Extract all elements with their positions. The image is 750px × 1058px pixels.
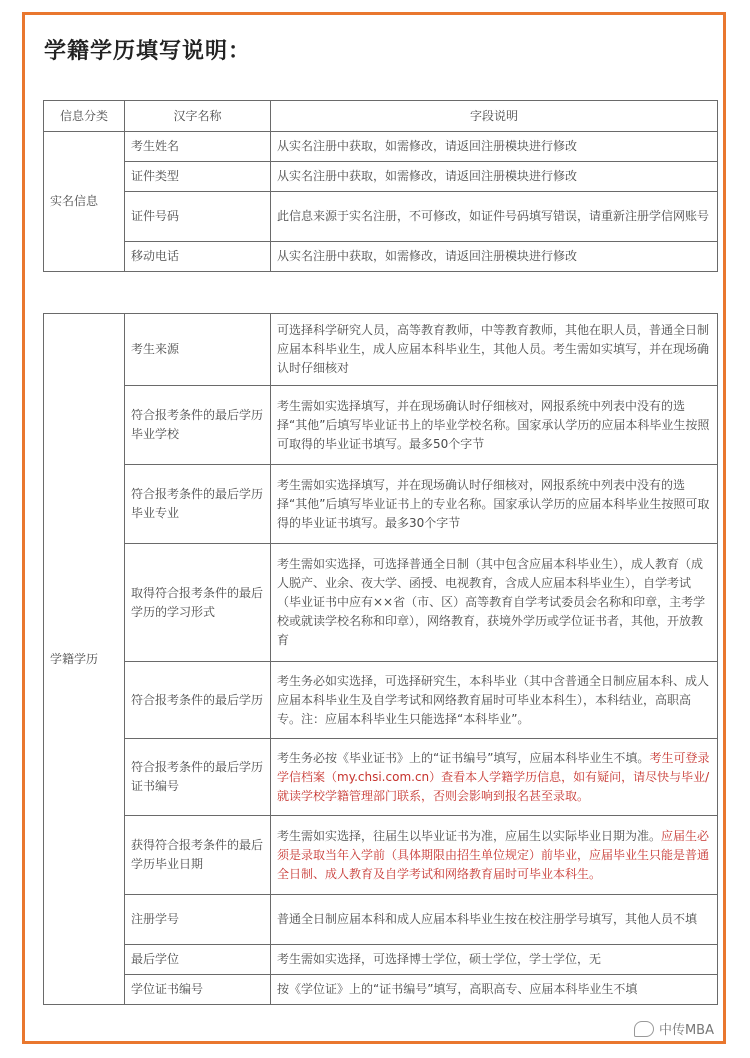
field-desc [271,816,718,895]
field-name: 证件类型 [125,162,271,192]
table-row [44,544,718,662]
table-row [44,242,718,272]
field-desc: 可选择科学研究人员，高等教育教师，中等教育教师，其他在职人员，普通全日制应届本科毕业生，成人应届本科毕业生，其他人员。考生需如实填写，并在现场确认时仔细核对 [271,314,718,386]
desc-warning: 考生可登录学信档案（my.chsi.com.cn）查看本人学籍学历信息，如有疑问，请尽快与毕业/就读学校学籍管理部门联系，否则会影响到报名甚至录取。 [277,750,710,803]
table-row [44,816,718,895]
table-row [44,895,718,945]
desc-normal: 考生需如实选择，往届生以毕业证书为准，应届生以实际毕业日期为准。 [277,828,662,843]
page-title: 学籍学历填写说明： [44,39,252,64]
watermark [634,1019,714,1038]
table-row [44,739,718,816]
table-row [44,386,718,465]
education-info-table [43,313,718,1005]
field-name: 符合报考条件的最后学历证书编号 [125,739,271,816]
field-name: 符合报考条件的最后学历毕业学校 [125,386,271,465]
table-header-row [44,101,718,132]
field-name: 证件号码 [125,192,271,242]
field-name: 考生姓名 [125,132,271,162]
field-name: 注册学号 [125,895,271,945]
header-category: 信息分类 [44,101,125,132]
desc-normal: 考生务必按《毕业证书》上的“证书编号”填写，应届本科毕业生不填。 [277,750,650,765]
field-desc: 考生需如实选择，可选择博士学位，硕士学位，学士学位，无 [271,945,718,975]
field-desc: 此信息来源于实名注册，不可修改，如证件号码填写错误，请重新注册学信网账号 [271,192,718,242]
table-row [44,162,718,192]
field-desc: 从实名注册中获取，如需修改，请返回注册模块进行修改 [271,242,718,272]
field-desc: 考生需如实选择，可选择普通全日制（其中包含应届本科毕业生），成人教育（成人脱产、业余、夜大学、函授、电视教育，含成人应届本科毕业生），自学考试（毕业证书中应有××省（市、区）高等教育自学考试委员会名称和印章，主考学校或就读学校名称和印章），网络教育，获境外学历或学位证书者，其他，开放教育 [271,544,718,662]
field-desc: 考生务必如实选择，可选择研究生，本科毕业（其中含普通全日制应届本科、成人应届本科毕业生及自学考试和网络教育届时可毕业本科生），本科结业，高职高专。注：应届本科毕业生只能选择“本科毕业”。 [271,662,718,739]
field-desc: 普通全日制应届本科和成人应届本科毕业生按在校注册学号填写，其他人员不填 [271,895,718,945]
field-desc: 考生需如实选择填写，并在现场确认时仔细核对，网报系统中列表中没有的选择“其他”后填写毕业证书上的专业名称。国家承认学历的应届本科毕业生按照可取得的毕业证书填写。最多30个字节 [271,465,718,544]
header-field-name: 汉字名称 [125,101,271,132]
real-name-info-table [43,100,718,272]
field-desc [271,739,718,816]
field-name: 符合报考条件的最后学历 [125,662,271,739]
table-row [44,132,718,162]
field-name: 获得符合报考条件的最后学历毕业日期 [125,816,271,895]
field-desc: 考生需如实选择填写，并在现场确认时仔细核对，网报系统中列表中没有的选择“其他”后填写毕业证书上的毕业学校名称。国家承认学历的应届本科毕业生按照可取得的毕业证书填写。最多50个字节 [271,386,718,465]
field-name: 最后学位 [125,945,271,975]
field-name: 考生来源 [125,314,271,386]
field-name: 取得符合报考条件的最后学历的学习形式 [125,544,271,662]
watermark-text: 中传MBA [658,1023,714,1038]
wechat-icon [634,1021,654,1037]
table-row [44,975,718,1005]
field-name: 符合报考条件的最后学历毕业专业 [125,465,271,544]
field-desc: 从实名注册中获取，如需修改，请返回注册模块进行修改 [271,132,718,162]
header-field-desc: 字段说明 [271,101,718,132]
table-row [44,662,718,739]
field-desc: 从实名注册中获取，如需修改，请返回注册模块进行修改 [271,162,718,192]
table-row [44,192,718,242]
desc-warning: 应届生必须是录取当年入学前（具体期限由招生单位规定）前毕业，应届毕业生只能是普通全日制、成人教育及自学考试和网络教育届时可毕业本科生。 [277,828,710,881]
table-row [44,945,718,975]
table-row [44,465,718,544]
category-cell: 实名信息 [44,132,125,272]
category-cell: 学籍学历 [44,314,125,1005]
table-row [44,314,718,386]
field-name: 学位证书编号 [125,975,271,1005]
field-desc: 按《学位证》上的“证书编号”填写，高职高专、应届本科毕业生不填 [271,975,718,1005]
field-name: 移动电话 [125,242,271,272]
